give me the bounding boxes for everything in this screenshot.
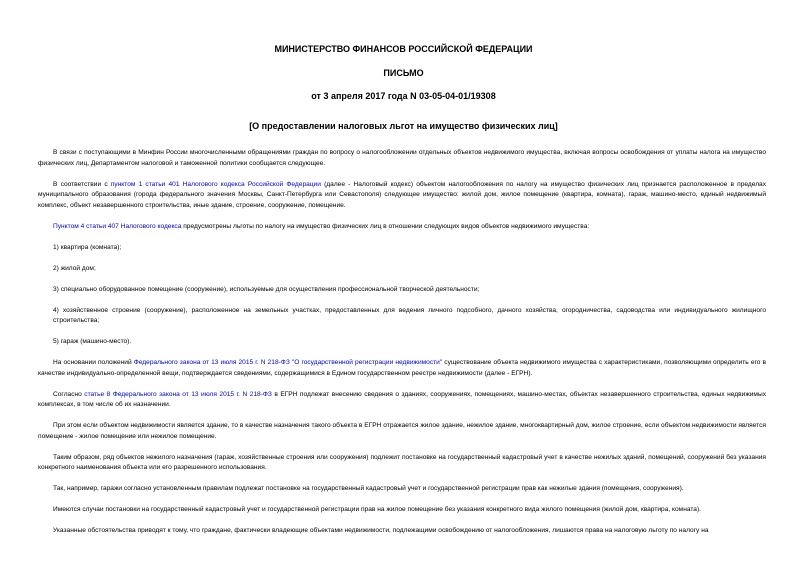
list-item-apartment: 1) квартира (комната); xyxy=(53,243,122,251)
link-federal-law-218[interactable]: Федерального закона от 13 июля 2015 г. N 218-ФЗ "О государственной регистрации недвижимости" xyxy=(133,359,443,366)
paragraph-residential-cases: Имеются случаи постановки на государственный кадастровый учет и государственной регистрации прав на жилое помещение без указания конкретного вида жилого помещения (жилой дом, квартира, комната). xyxy=(53,506,701,513)
document-type: ПИСЬМО xyxy=(383,68,424,78)
paragraph-garages: Так, например, гаражи согласно установленным правилам подлежат постановке на государственный кадастровый учет и государственной регистрации прав как нежилые здания (помещения, сооружения). xyxy=(53,485,684,492)
list-item-house: 2) жилой дом; xyxy=(53,264,96,272)
paragraph-text: В соответствии с xyxy=(53,180,111,188)
paragraph-text: в ЕГРН подлежат внесению сведения о зданиях, сооружениях, помещениях, машино-местах, объектах незавершенного строительства, единых недвижимых комплексах, в том числе об их назначении. xyxy=(38,390,766,408)
ministry-title: МИНИСТЕРСТВО ФИНАНСОВ РОССИЙСКОЙ ФЕДЕРАЦИИ xyxy=(274,44,533,54)
paragraph-text: (далее - Налоговый кодекс) объектом налогообложения по налогу на имущество физических лиц признается расположенное в пределах муниципального образования (города федерального значения Москвы, Санкт-Петербурга или Севастополя) следующее имущество: жилой дом, жилое помещение (квартира, комната), гараж, машино-место, единый недвижимый комплекс, объект незавершенного строительства, иные здание, строение, сооружение, помещение. xyxy=(38,180,767,209)
list-item-outbuilding: 4) хозяйственное строение (сооружение), расположенное на земельных участках, предоставленных для ведения личного подсобного, дачного хозяйства, огородничества, садоводства или индивидуального жилищного строительства; xyxy=(53,306,766,324)
document-body xyxy=(38,148,766,547)
paragraph-building-purpose: При этом если объектом недвижимости является здание, то в качестве назначения такого объекта в ЕГРН отражается жилое здание, нежилое здание, многоквартирный дом, жилое строение, если объектом недвижимости является помещение - жилое помещение или нежилое помещение. xyxy=(38,422,766,440)
paragraph-text: существование объекта недвижимого имущества с характеристиками, позволяющими определить его в качестве индивидуально-определенной вещи, подтверждается сведениями, содержащимися в Едином государственном реестре недвижимости (далее - ЕГРН). xyxy=(38,359,767,377)
paragraph-text: предусмотрены льготы по налогу на имущество физических лиц в отношении следующих видов объектов недвижимого имущества: xyxy=(181,222,590,230)
document-subject: [О предоставлении налоговых льгот на имущество физических лиц] xyxy=(249,121,558,131)
paragraph-text: Согласно xyxy=(53,390,85,398)
link-article-8-law-218[interactable]: статье 8 Федерального закона от 13 июля 2015 г. N 218-ФЗ xyxy=(84,390,272,398)
list-item-garage: 5) гараж (машино-место). xyxy=(53,338,132,345)
paragraph-benefits xyxy=(38,222,766,233)
link-article-401[interactable]: пунктом 1 статьи 401 Налогового кодекса Российской Федерации xyxy=(110,180,321,188)
paragraph-registration-law xyxy=(38,358,766,379)
link-article-407[interactable]: Пунктом 4 статьи 407 Налогового кодекса xyxy=(53,222,182,230)
paragraph-intro: В связи с поступающими в Минфин России многочисленными обращениями граждан по вопросу о налогообложении отдельных объектов недвижимого имущества, включая вопросы освобождения от уплаты налога на имущество физических лиц, Департаментом налоговой и таможенной политики сообщается следующее. xyxy=(38,149,766,167)
paragraph-consequences: Указанные обстоятельства приводят к тому, что граждане, фактически владеющие объектами недвижимости, подлежащими освобождению от налогообложения, лишаются права на налоговую льготу по налогу на xyxy=(53,527,709,534)
paragraph-text: На основании положений xyxy=(53,359,134,366)
document-date-number: от 3 апреля 2017 года N 03-05-04-01/19308 xyxy=(311,91,496,101)
paragraph-nonresidential: Таким образом, ряд объектов нежилого назначения (гараж, хозяйственные строения или сооружения) подлежит постановке на государственный кадастровый учет в качестве нежилых зданий, помещений, сооружений без указания конкретного наименования объекта или его разрешенного использования. xyxy=(38,453,766,471)
list-item-creative-premises: 3) специально оборудованное помещение (сооружение), используемые для осуществления профессиональной творческой деятельности; xyxy=(53,285,480,293)
paragraph-tax-object xyxy=(38,180,766,212)
paragraph-egrn-info xyxy=(38,390,766,411)
